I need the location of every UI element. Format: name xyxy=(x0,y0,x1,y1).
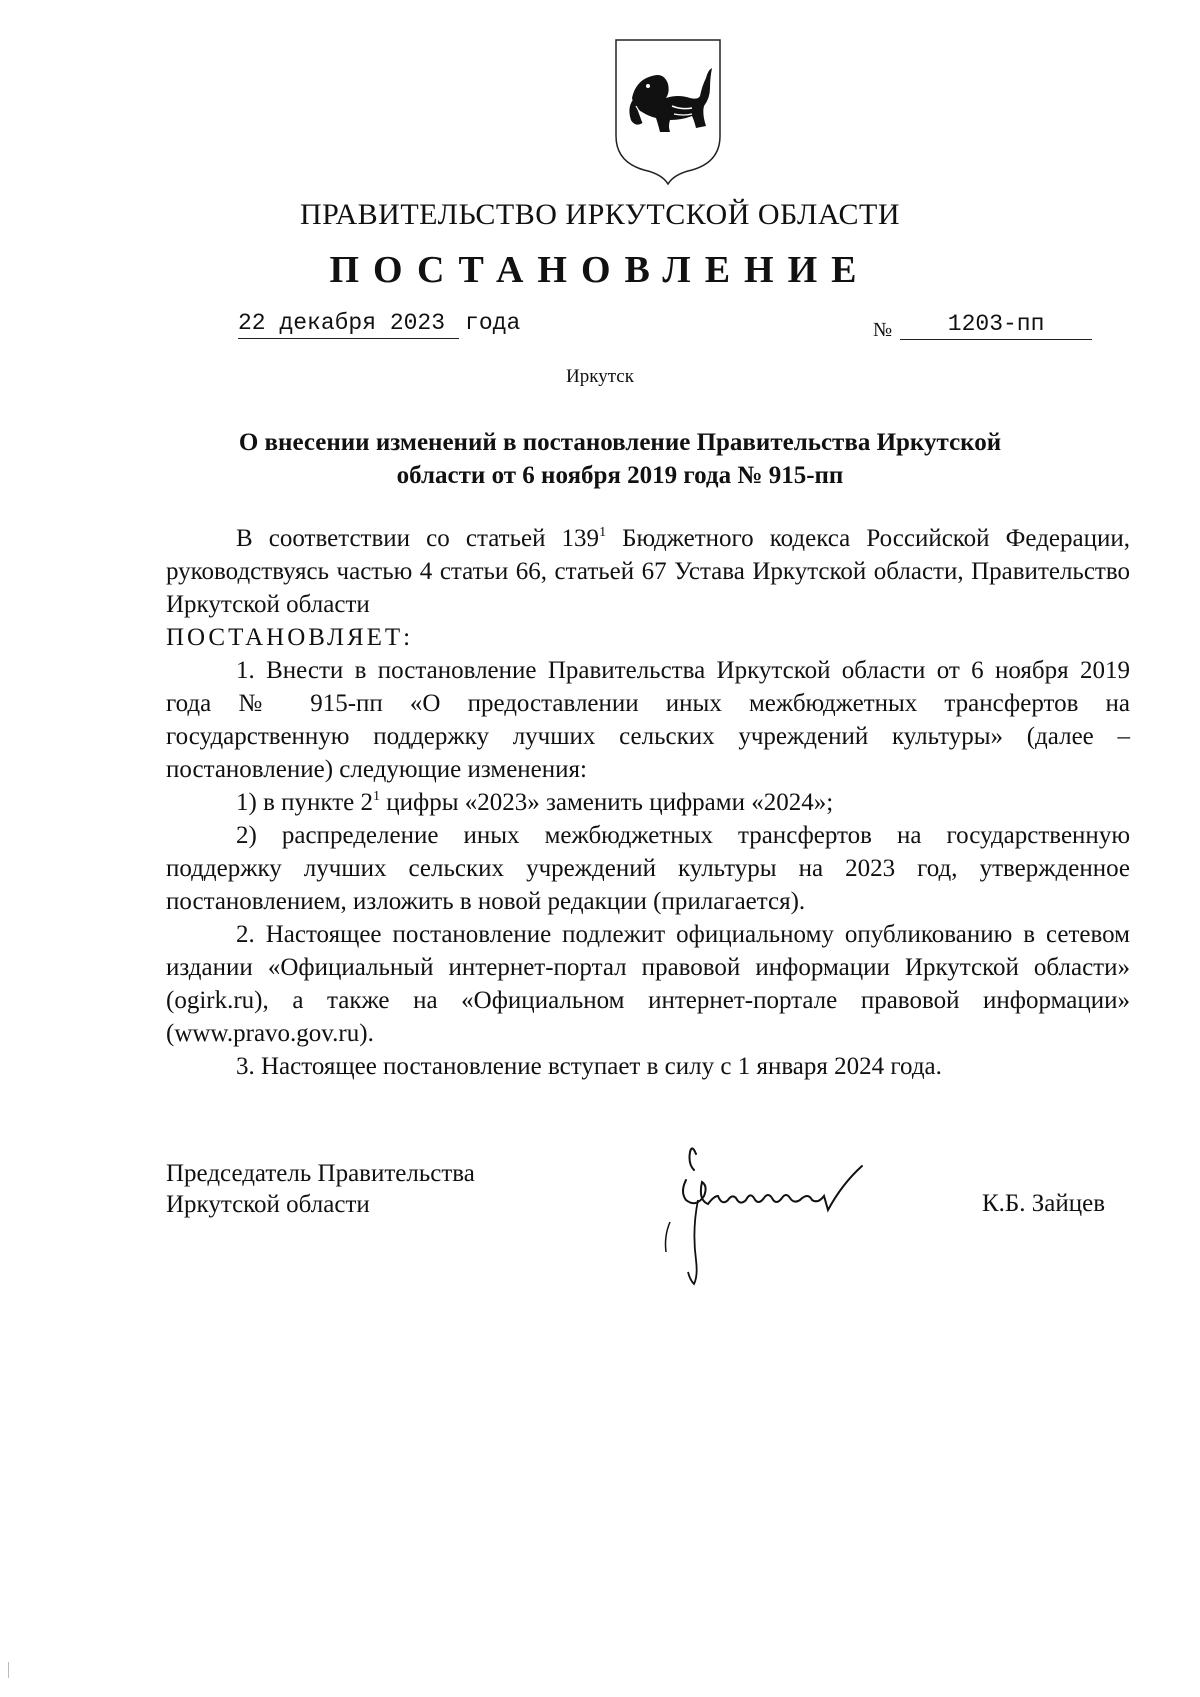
number-sign: № xyxy=(873,319,893,341)
item-1-paragraph: 1. Внести в постановление Правительства Иркутской области от 6 ноября 2019 года № 915-пп «О предоставлении иных межбюджетных трансфертов на государственную поддержку лучших сельских учреждений культуры» (далее – постановление) следующие изменения: xyxy=(166,657,1130,783)
document-date xyxy=(238,310,520,339)
document-body xyxy=(166,522,1130,1083)
preamble-superscript: 1 xyxy=(599,525,607,540)
city-name: Иркутск xyxy=(566,366,634,387)
title-line-1: О внесении изменений в постановление Правительства Иркутской xyxy=(238,429,1002,456)
preamble-text-a: В соответствии со статьей 139 xyxy=(236,525,600,552)
item-1-1-text-a: 1) в пункте 2 xyxy=(236,789,373,816)
item-1-1-superscript: 1 xyxy=(372,789,380,804)
position-line-1: Председатель Правительства xyxy=(166,1160,475,1187)
title-line-2: области от 6 ноября 2019 года № 915-пп xyxy=(396,462,844,489)
position-line-2: Иркутской области xyxy=(166,1191,370,1218)
document-type: ПОСТАНОВЛЕНИЕ xyxy=(329,249,871,291)
date-value: 22 декабря 2023 xyxy=(238,310,459,339)
preamble-text-b: Бюджетного кодекса Российской Федерации, руководствуясь частью 4 статьи 66, статьей 67 Устава Иркутской области, Правительство Иркутской области xyxy=(166,525,1130,618)
signatory-position xyxy=(166,1158,475,1220)
document-number xyxy=(873,310,1092,342)
item-1-1-paragraph xyxy=(166,786,1130,819)
signatory-name: К.Б. Зайцев xyxy=(982,1190,1106,1217)
coat-of-arms-emblem xyxy=(612,36,724,186)
item-2-paragraph: 2. Настоящее постановление подлежит официальному опубликованию в сетевом издании «Официальный интернет-портал правовой информации Иркутской области» (ogirk.ru), а также на «Официальном интернет-портале правовой информации» (www.pravo.gov.ru). xyxy=(166,921,1130,1047)
document-title xyxy=(160,426,1080,492)
preamble-paragraph xyxy=(166,522,1130,621)
organization-name: ПРАВИТЕЛЬСТВО ИРКУТСКОЙ ОБЛАСТИ xyxy=(299,198,901,231)
item-1-2-paragraph: 2) распределение иных межбюджетных трансфертов на государственную поддержку лучших сельских учреждений культуры на 2023 год, утвержденное постановлением, изложить в новой редакции (прилагается). xyxy=(166,822,1130,915)
item-3-paragraph: 3. Настоящее постановление вступает в силу с 1 января 2024 года. xyxy=(236,1053,942,1080)
number-value: 1203-пп xyxy=(900,311,1092,340)
date-suffix: года xyxy=(465,310,521,336)
handwritten-signature xyxy=(652,1140,922,1290)
scan-edge-mark xyxy=(8,1662,9,1678)
resolves-heading: ПОСТАНОВЛЯЕТ: xyxy=(166,624,414,651)
item-1-1-text-b: цифры «2023» заменить цифрами «2024»; xyxy=(379,789,834,816)
